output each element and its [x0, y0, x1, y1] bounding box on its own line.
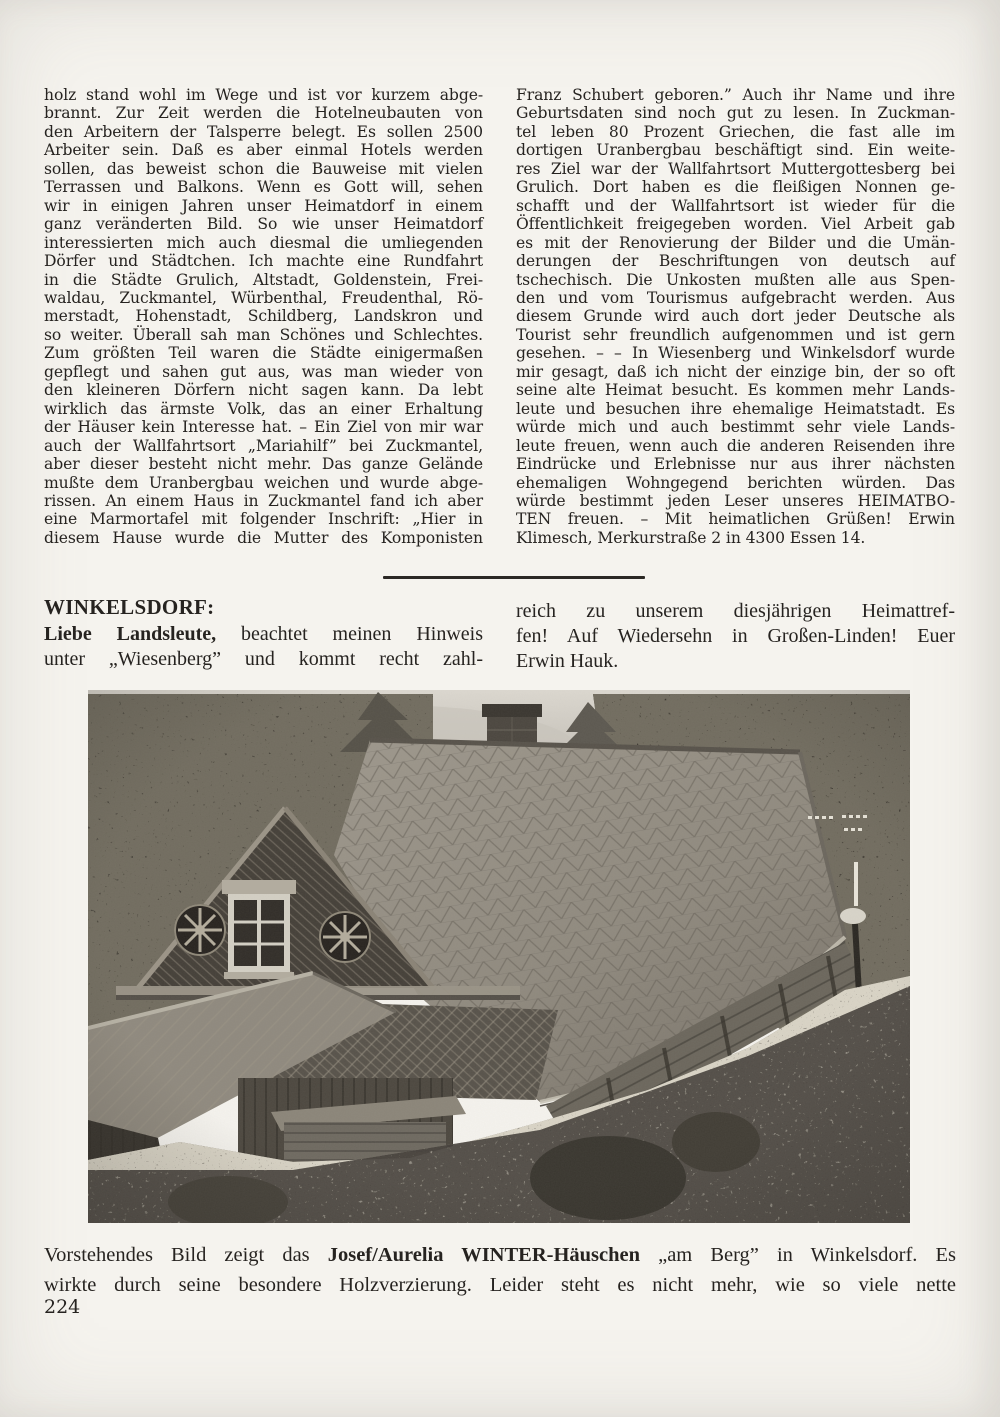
text-line: Vorstehendes Bild zeigt das Josef/Aurelia WINTER-Häuschen „am Berg” in Winkelsdorf. Es [44, 1244, 956, 1266]
photo-vignette [88, 690, 910, 1223]
text-line: Öffentlichkeit freigegeben worden. Viel Arbeit gab [516, 215, 955, 234]
text-line: der Häuser kein Interesse hat. – Ein Ziel von mir war [44, 418, 483, 437]
text-line: mußte dem Uranbergbau weichen und wurde abge- [44, 473, 483, 492]
text-line: Liebe Landsleute, beachtet meinen Hinweis [44, 623, 483, 645]
text-line: den Arbeitern der Talsperre belegt. Es sollen 2500 [44, 122, 483, 141]
section-heading: WINKELSDORF: [44, 595, 215, 619]
text-line: seine alte Heimat besucht. Es kommen mehr Lands- [516, 381, 955, 400]
house-photo-graphic [88, 690, 910, 1223]
text-line: in die Städte Grulich, Altstadt, Goldenstein, Frei- [44, 270, 483, 289]
text-line: reich zu unserem diesjährigen Heimattref- [516, 600, 955, 622]
text-line: Klimesch, Merkurstraße 2 in 4300 Essen 14. [516, 528, 866, 547]
text-line: rissen. An einem Haus in Zuckmantel fand ich aber [44, 491, 483, 510]
page-number: 224 [44, 1296, 81, 1318]
text-line: aber dieser besteht nicht mehr. Das ganze Gelände [44, 455, 483, 474]
section-column-right [516, 599, 955, 674]
text-line: tel leben 80 Prozent Griechen, die fast alle im [516, 122, 955, 141]
text-line: wir in einigen Jahren unser Heimatdorf in einem [44, 196, 483, 215]
text-line: Arbeiter sein. Daß es aber einmal Hotels werden [44, 141, 483, 160]
text-line: Erwin Hauk. [516, 650, 619, 672]
text-line: sollen, das beweist schon die Bauweise mit vielen [44, 159, 483, 178]
text-line: merstadt, Hohenstadt, Schildberg, Landskron und [44, 307, 483, 326]
text-line: diesem Hause wurde die Mutter des Komponisten [44, 528, 483, 547]
text-line: interessierten mich auch diesmal die umliegenden [44, 233, 483, 252]
text-line: auch der Wallfahrtsort „Mariahilf” bei Zuckmantel, [44, 436, 483, 455]
text-line: eine Marmortafel mit folgender Inschrift: „Hier in [44, 510, 483, 529]
section-divider-rule [383, 576, 645, 579]
text-line: Eindrücke und Erlebnisse nur aus ihrer nächsten [516, 455, 955, 474]
text-line: Terrassen und Balkons. Wenn es Gott will, sehen [44, 178, 483, 197]
text-line: gepflegt und sahen gut aus, was man wieder von [44, 362, 483, 381]
text-line: ganz veränderten Bild. So wie unser Heimatdorf [44, 215, 483, 234]
text-line: Dörfer und Städtchen. Ich machte eine Rundfahrt [44, 252, 483, 271]
text-line: schafft und der Wallfahrtsort ist wieder für die [516, 196, 955, 215]
text-line: würde bestimmt jeden Leser unseres HEIMATBO- [516, 491, 955, 510]
text-line: leute und besuchen ihre ehemalige Heimatstadt. Es [516, 399, 955, 418]
text-line: Tourist sehr freundlich aufgenommen und ist gern [516, 325, 955, 344]
text-line: Zum größten Teil waren die Städte einigermaßen [44, 344, 483, 363]
text-line: würde mich und auch bestimmt sehr viele Lands- [516, 418, 955, 437]
text-line: derungen der Beschriftungen von deutsch auf [516, 252, 955, 271]
text-line: Franz Schubert geboren.” Auch ihr Name und ihre [516, 86, 955, 104]
text-line: den kleineren Dörfern nicht sagen kann. Da lebt [44, 381, 483, 400]
text-line: waldau, Zuckmantel, Würbenthal, Freudenthal, Rö- [44, 288, 483, 307]
text-line: so weiter. Überall sah man Schönes und Schlechtes. [44, 325, 483, 344]
text-line: diesem Grunde wird auch dort jeder Deutsche als [516, 307, 955, 326]
text-line: gesehen. – – In Wiesenberg und Winkelsdorf wurde [516, 344, 955, 363]
text-line: dortigen Uranbergbau beschäftigt sind. Ein weite- [516, 141, 955, 160]
text-line: brannt. Zur Zeit werden die Hotelneubauten von [44, 104, 483, 123]
photo-caption [44, 1240, 956, 1300]
text-line: ehemaligen Wohngegend berichten würden. Das [516, 473, 955, 492]
text-line: tschechisch. Die Unkosten mußten alle aus Spen- [516, 270, 955, 289]
text-line: den und vom Tourismus aufgebracht werden. Aus [516, 288, 955, 307]
text-line: leute freuen, wenn auch die anderen Reisenden ihre [516, 436, 955, 455]
text-line: res Ziel war der Wallfahrtsort Muttergottesberg bei [516, 159, 955, 178]
text-line: fen! Auf Wiedersehn in Großen-Linden! Euer [516, 625, 955, 647]
text-line: Geburtsdaten sind noch gut zu lesen. In Zuckman- [516, 104, 955, 123]
text-line: wirkte durch seine besondere Holzverzierung. Leider steht es nicht mehr, wie so viele nette [44, 1274, 956, 1296]
house-photo [88, 690, 910, 1223]
text-line: unter „Wiesenberg” und kommt recht zahl- [44, 648, 483, 670]
text-line: holz stand wohl im Wege und ist vor kurzem abge- [44, 86, 483, 104]
text-line: mir gesagt, daß ich nicht der einzige bin, der so oft [516, 362, 955, 381]
article-column-right [516, 86, 955, 547]
text-line: TEN freuen. – Mit heimatlichen Grüßen! Erwin [516, 510, 955, 529]
text-line: wirklich das ärmste Volk, das an einer Erhaltung [44, 399, 483, 418]
section-column-left [44, 622, 483, 672]
article-column-left [44, 86, 483, 547]
text-line: Grulich. Dort haben es die fleißigen Nonnen ge- [516, 178, 955, 197]
text-line: es mit der Renovierung der Bilder und die Umän- [516, 233, 955, 252]
